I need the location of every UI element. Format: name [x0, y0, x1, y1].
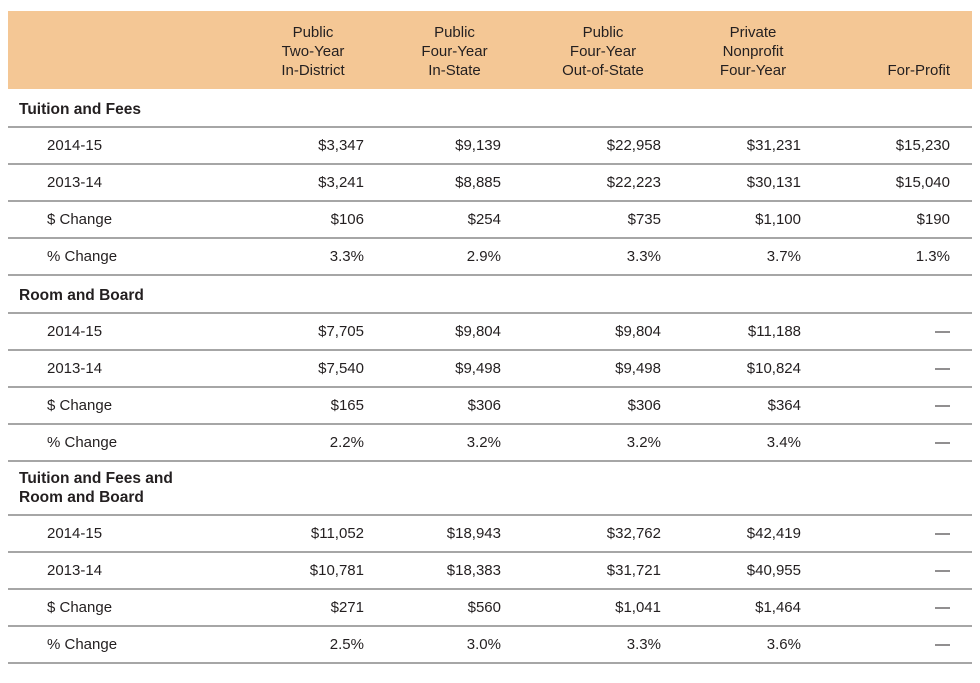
value-cell: $1,100 [755, 211, 801, 228]
value-cell: — [935, 599, 950, 616]
value-cell: $18,383 [446, 562, 501, 579]
value-cell: $22,958 [606, 137, 661, 154]
value-cell: 3.0% [466, 636, 501, 653]
value-cell: $11,052 [310, 525, 364, 542]
column-header-line: Four-Year [421, 43, 488, 60]
value-cell: $735 [627, 211, 661, 228]
value-cell: 2.5% [329, 636, 364, 653]
column-header-line: Public [292, 24, 334, 41]
value-cell: $364 [767, 397, 801, 414]
row-label: $ Change [47, 599, 113, 616]
value-cell: 2.2% [329, 434, 364, 451]
section-header-row [8, 89, 972, 127]
section-title-line: Room and Board [19, 489, 144, 506]
value-cell: $9,498 [455, 360, 501, 377]
value-cell: $106 [330, 211, 364, 228]
value-cell: $9,804 [455, 323, 501, 340]
row-label: $ Change [47, 211, 113, 228]
column-header-line: Two-Year [281, 43, 345, 60]
table-row [8, 350, 972, 387]
value-cell: $30,131 [746, 174, 801, 191]
column-header-for-profit [823, 11, 972, 89]
value-cell: 3.2% [626, 434, 661, 451]
value-cell: — [935, 360, 950, 377]
value-cell: $31,721 [606, 562, 661, 579]
value-cell: $3,347 [318, 137, 364, 154]
section-header-row [8, 461, 972, 515]
value-cell: — [935, 397, 950, 414]
value-cell: $22,223 [606, 174, 661, 191]
row-label: 2013-14 [47, 360, 103, 377]
table-row [8, 552, 972, 589]
value-cell: $7,540 [318, 360, 364, 377]
column-header-line: Public [434, 24, 475, 41]
section-title [8, 275, 972, 313]
table-row [8, 313, 972, 350]
value-cell: 3.3% [329, 248, 364, 265]
value-cell: 3.4% [766, 434, 801, 451]
row-label: % Change [47, 434, 118, 451]
value-cell: $165 [330, 397, 364, 414]
section-header-row [8, 275, 972, 313]
table-row [8, 164, 972, 201]
value-cell: 3.3% [626, 636, 661, 653]
value-cell: $7,705 [318, 323, 364, 340]
value-cell: $10,824 [746, 360, 801, 377]
column-header-line: In-State [428, 62, 481, 79]
row-label: 2014-15 [47, 137, 103, 154]
value-cell: $8,885 [455, 174, 501, 191]
row-label: 2013-14 [47, 174, 103, 191]
row-label: 2014-15 [47, 525, 103, 542]
table-row [8, 589, 972, 626]
column-header-line: Out-of-State [562, 62, 644, 79]
table-row [8, 127, 972, 164]
row-label: 2013-14 [47, 562, 103, 579]
value-cell: $9,139 [455, 137, 501, 154]
column-header-line: For-Profit [887, 62, 950, 79]
section-title-line: Tuition and Fees [19, 101, 141, 118]
value-cell: $9,498 [615, 360, 661, 377]
value-cell: $32,762 [606, 525, 661, 542]
value-cell: 3.3% [626, 248, 661, 265]
value-cell: $15,040 [895, 174, 950, 191]
value-cell: 3.6% [766, 636, 801, 653]
header-row [8, 11, 972, 89]
section-title-line: Room and Board [19, 287, 144, 304]
value-cell: 2.9% [466, 248, 501, 265]
value-cell: $560 [467, 599, 501, 616]
value-cell: $3,241 [318, 174, 364, 191]
table-row [8, 515, 972, 552]
value-cell: $40,955 [746, 562, 801, 579]
value-cell: $42,419 [746, 525, 801, 542]
row-label: % Change [47, 636, 118, 653]
table-body [8, 89, 972, 663]
value-cell: 1.3% [915, 248, 950, 265]
value-cell: $10,781 [309, 562, 364, 579]
column-header-line: Nonprofit [722, 43, 784, 60]
value-cell: $306 [467, 397, 501, 414]
column-header-line: Private [729, 24, 777, 41]
table-row [8, 238, 972, 275]
section-title [8, 89, 972, 127]
row-label: % Change [47, 248, 118, 265]
header-empty-cell [8, 11, 240, 89]
value-cell: $15,230 [895, 137, 950, 154]
column-header-public-four-year-in-state [386, 11, 523, 89]
value-cell: $190 [916, 211, 950, 228]
value-cell: 3.7% [766, 248, 801, 265]
column-header-public-four-year-out-of-state [523, 11, 683, 89]
column-header-public-two-year-in-district [240, 11, 386, 89]
column-header-private-nonprofit-four-year [683, 11, 823, 89]
column-header-line: Four-Year [569, 43, 637, 60]
value-cell: $31,231 [746, 137, 801, 154]
college-costs-table [8, 11, 972, 664]
value-cell: $1,464 [755, 599, 801, 616]
column-header-line: Four-Year [719, 62, 787, 79]
column-header-line: In-District [281, 62, 345, 79]
value-cell: — [935, 636, 950, 653]
value-cell: $18,943 [446, 525, 501, 542]
value-cell: — [935, 434, 950, 451]
value-cell: $254 [467, 211, 501, 228]
table-row [8, 387, 972, 424]
value-cell: — [935, 525, 950, 542]
value-cell: $9,804 [615, 323, 661, 340]
value-cell: 3.2% [466, 434, 501, 451]
value-cell: — [935, 323, 950, 340]
row-label: 2014-15 [47, 323, 103, 340]
section-title [8, 461, 972, 515]
value-cell: $271 [330, 599, 364, 616]
table-row [8, 424, 972, 461]
value-cell: — [935, 562, 950, 579]
value-cell: $1,041 [615, 599, 661, 616]
value-cell: $11,188 [747, 323, 801, 340]
value-cell: $306 [627, 397, 661, 414]
table-row [8, 626, 972, 663]
column-header-line: Public [582, 24, 624, 41]
table-row [8, 201, 972, 238]
row-label: $ Change [47, 397, 113, 414]
section-title-line: Tuition and Fees and [19, 470, 173, 487]
